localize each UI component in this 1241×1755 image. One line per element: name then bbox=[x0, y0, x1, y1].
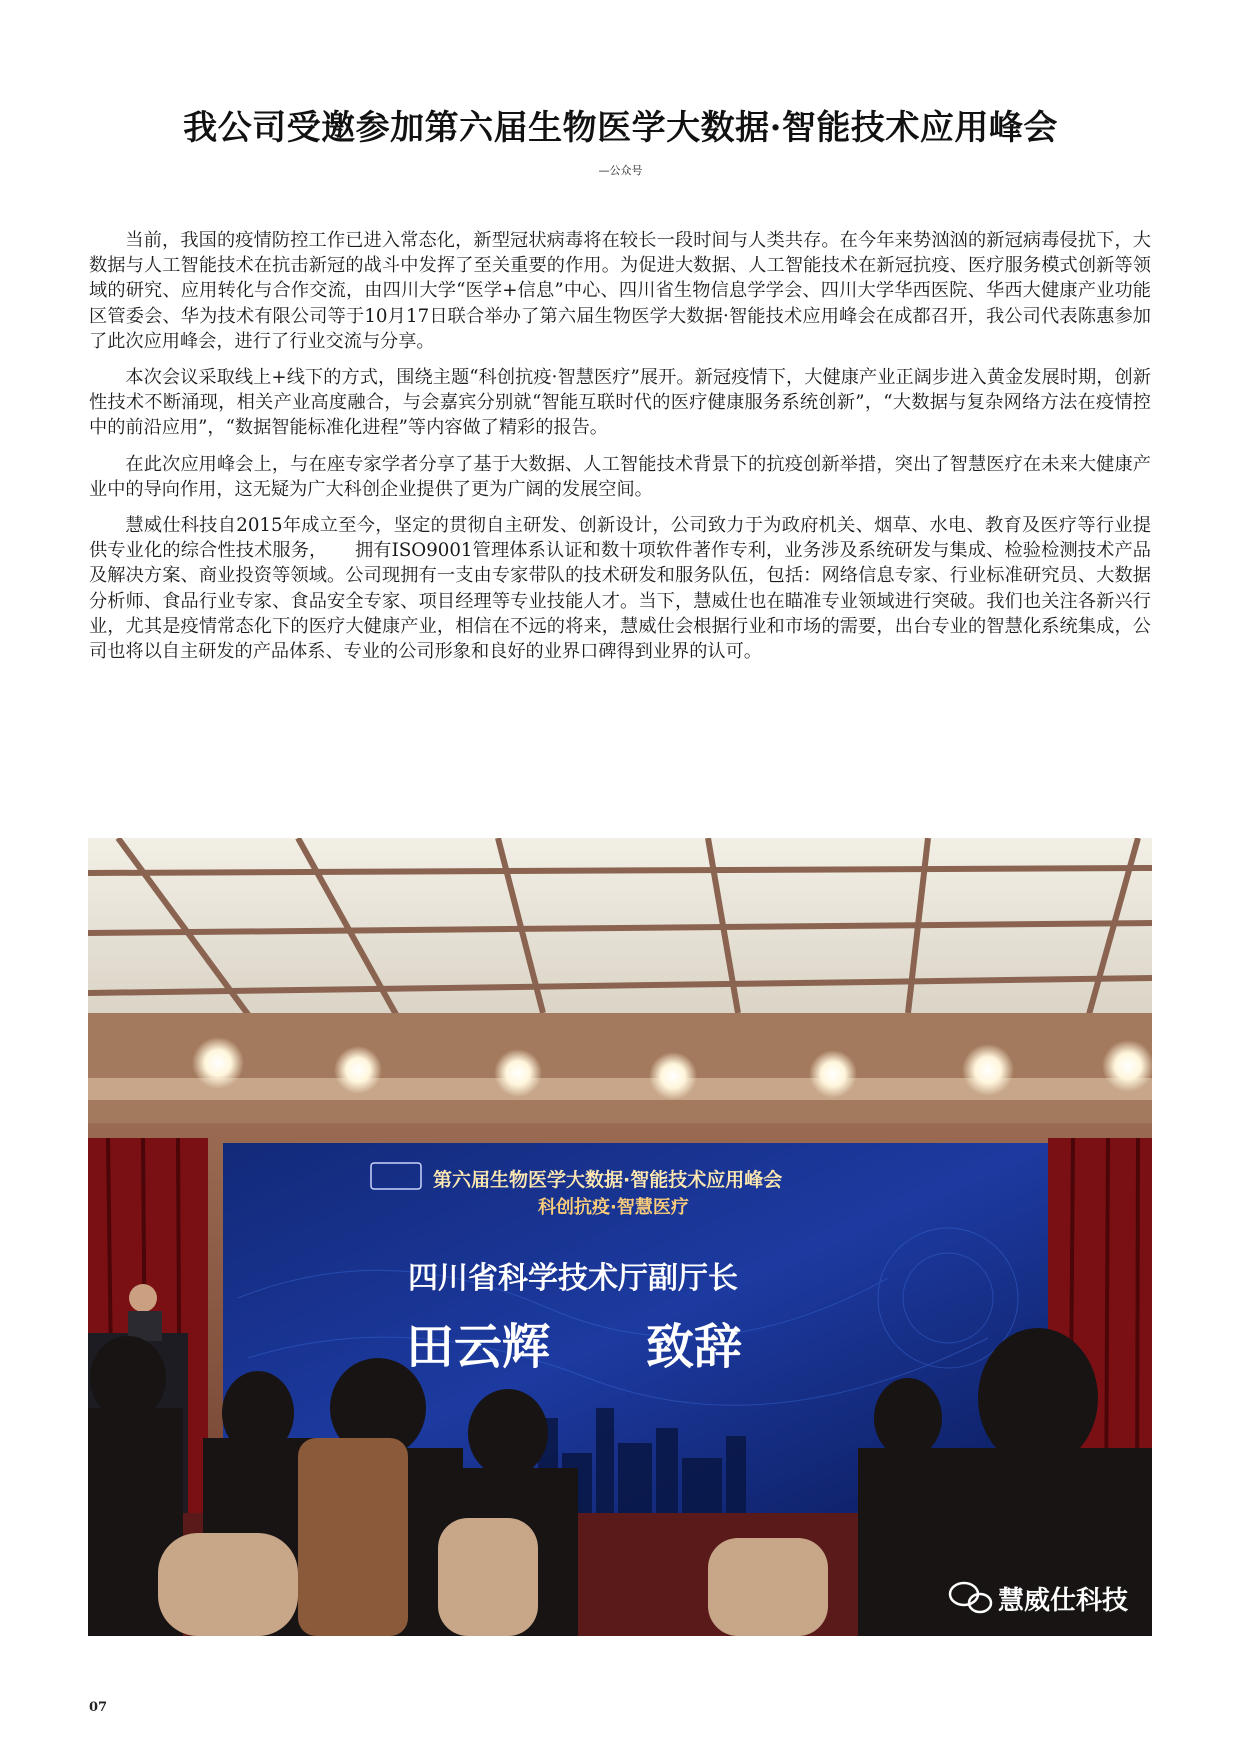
slide-title: 第六届生物医学大数据·智能技术应用峰会 bbox=[433, 1169, 783, 1191]
watermark-text: 慧威仕科技 bbox=[998, 1586, 1129, 1616]
article-paragraph: 当前，我国的疫情防控工作已进入常态化，新型冠状病毒将在较长一段时间与人类共存。在今年来势汹汹的新冠病毒侵扰下，大数据与人工智能技术在抗击新冠的战斗中发挥了至关重要的作用。为促进大数据、人工智能技术在新冠抗疫、医疗服务模式创新等领域的研究、应用转化与合作交流，由四川大学“医学+信息”中心、四川省生物信息学学会、四川大学华西医院、华西大健康产业功能区管委会、华为技术有限公司等于10月17日联合举办了第六届生物医学大数据·智能技术应用峰会在成都召开，我公司代表陈惠参加了此次应用峰会，进行了行业交流与分享。 bbox=[89, 230, 1151, 352]
slide-role: 四川省科学技术厅副厅长 bbox=[408, 1261, 738, 1296]
article-title: 我公司受邀参加第六届生物医学大数据·智能技术应用峰会 bbox=[183, 108, 1058, 148]
slide-speaker: 田云辉 致辞 bbox=[406, 1319, 743, 1375]
slide-theme: 科创抗疫·智慧医疗 bbox=[538, 1197, 689, 1218]
article-paragraph: 慧威仕科技自2015年成立至今，坚定的贯彻自主研发、创新设计，公司致力于为政府机关、烟草、水电、教育及医疗等行业提供专业化的综合性技术服务， 拥有ISO9001管理体系认证和数十项软件著作专利，业务涉及系统研发与集成、检验检测技术产品及解决方案、商业投资等领域。公司现拥有一支由专家带队的技术研发和服务队伍，包括：网络信息专家、行业标准研究员、大数据分析师、食品行业专家、食品安全专家、项目经理等专业技能人才。当下，慧威仕也在瞄准专业领域进行突破。我们也关注各新兴行业，尤其是疫情常态化下的医疗大健康产业，相信在不远的将来，慧威仕会根据行业和市场的需要，出台专业的智慧化系统集成，公司也将以自主研发的产品体系、专业的公司形象和良好的业界口碑得到业界的认可。 bbox=[89, 515, 1151, 663]
article-byline: —公众号 bbox=[598, 164, 643, 177]
article-paragraph: 本次会议采取线上+线下的方式，围绕主题“科创抗疫·智慧医疗”展开。新冠疫情下，大健康产业正阔步进入黄金发展时期，创新性技术不断涌现，相关产业高度融合，与会嘉宾分别就“智能互联时代的医疗健康服务系统创新”，“大数据与复杂网络方法在疫情控中的前沿应用”，“数据智能标准化进程”等内容做了精彩的报告。 bbox=[89, 367, 1151, 439]
page-number: 07 bbox=[89, 1700, 108, 1715]
article-body bbox=[89, 228, 1151, 675]
article-paragraph: 在此次应用峰会上，与在座专家学者分享了基于大数据、人工智能技术背景下的抗疫创新举措，突出了智慧医疗在未来大健康产业中的导向作用，这无疑为广大科创企业提供了更为广阔的发展空间。 bbox=[89, 453, 1151, 500]
conference-photo bbox=[88, 838, 1152, 1636]
